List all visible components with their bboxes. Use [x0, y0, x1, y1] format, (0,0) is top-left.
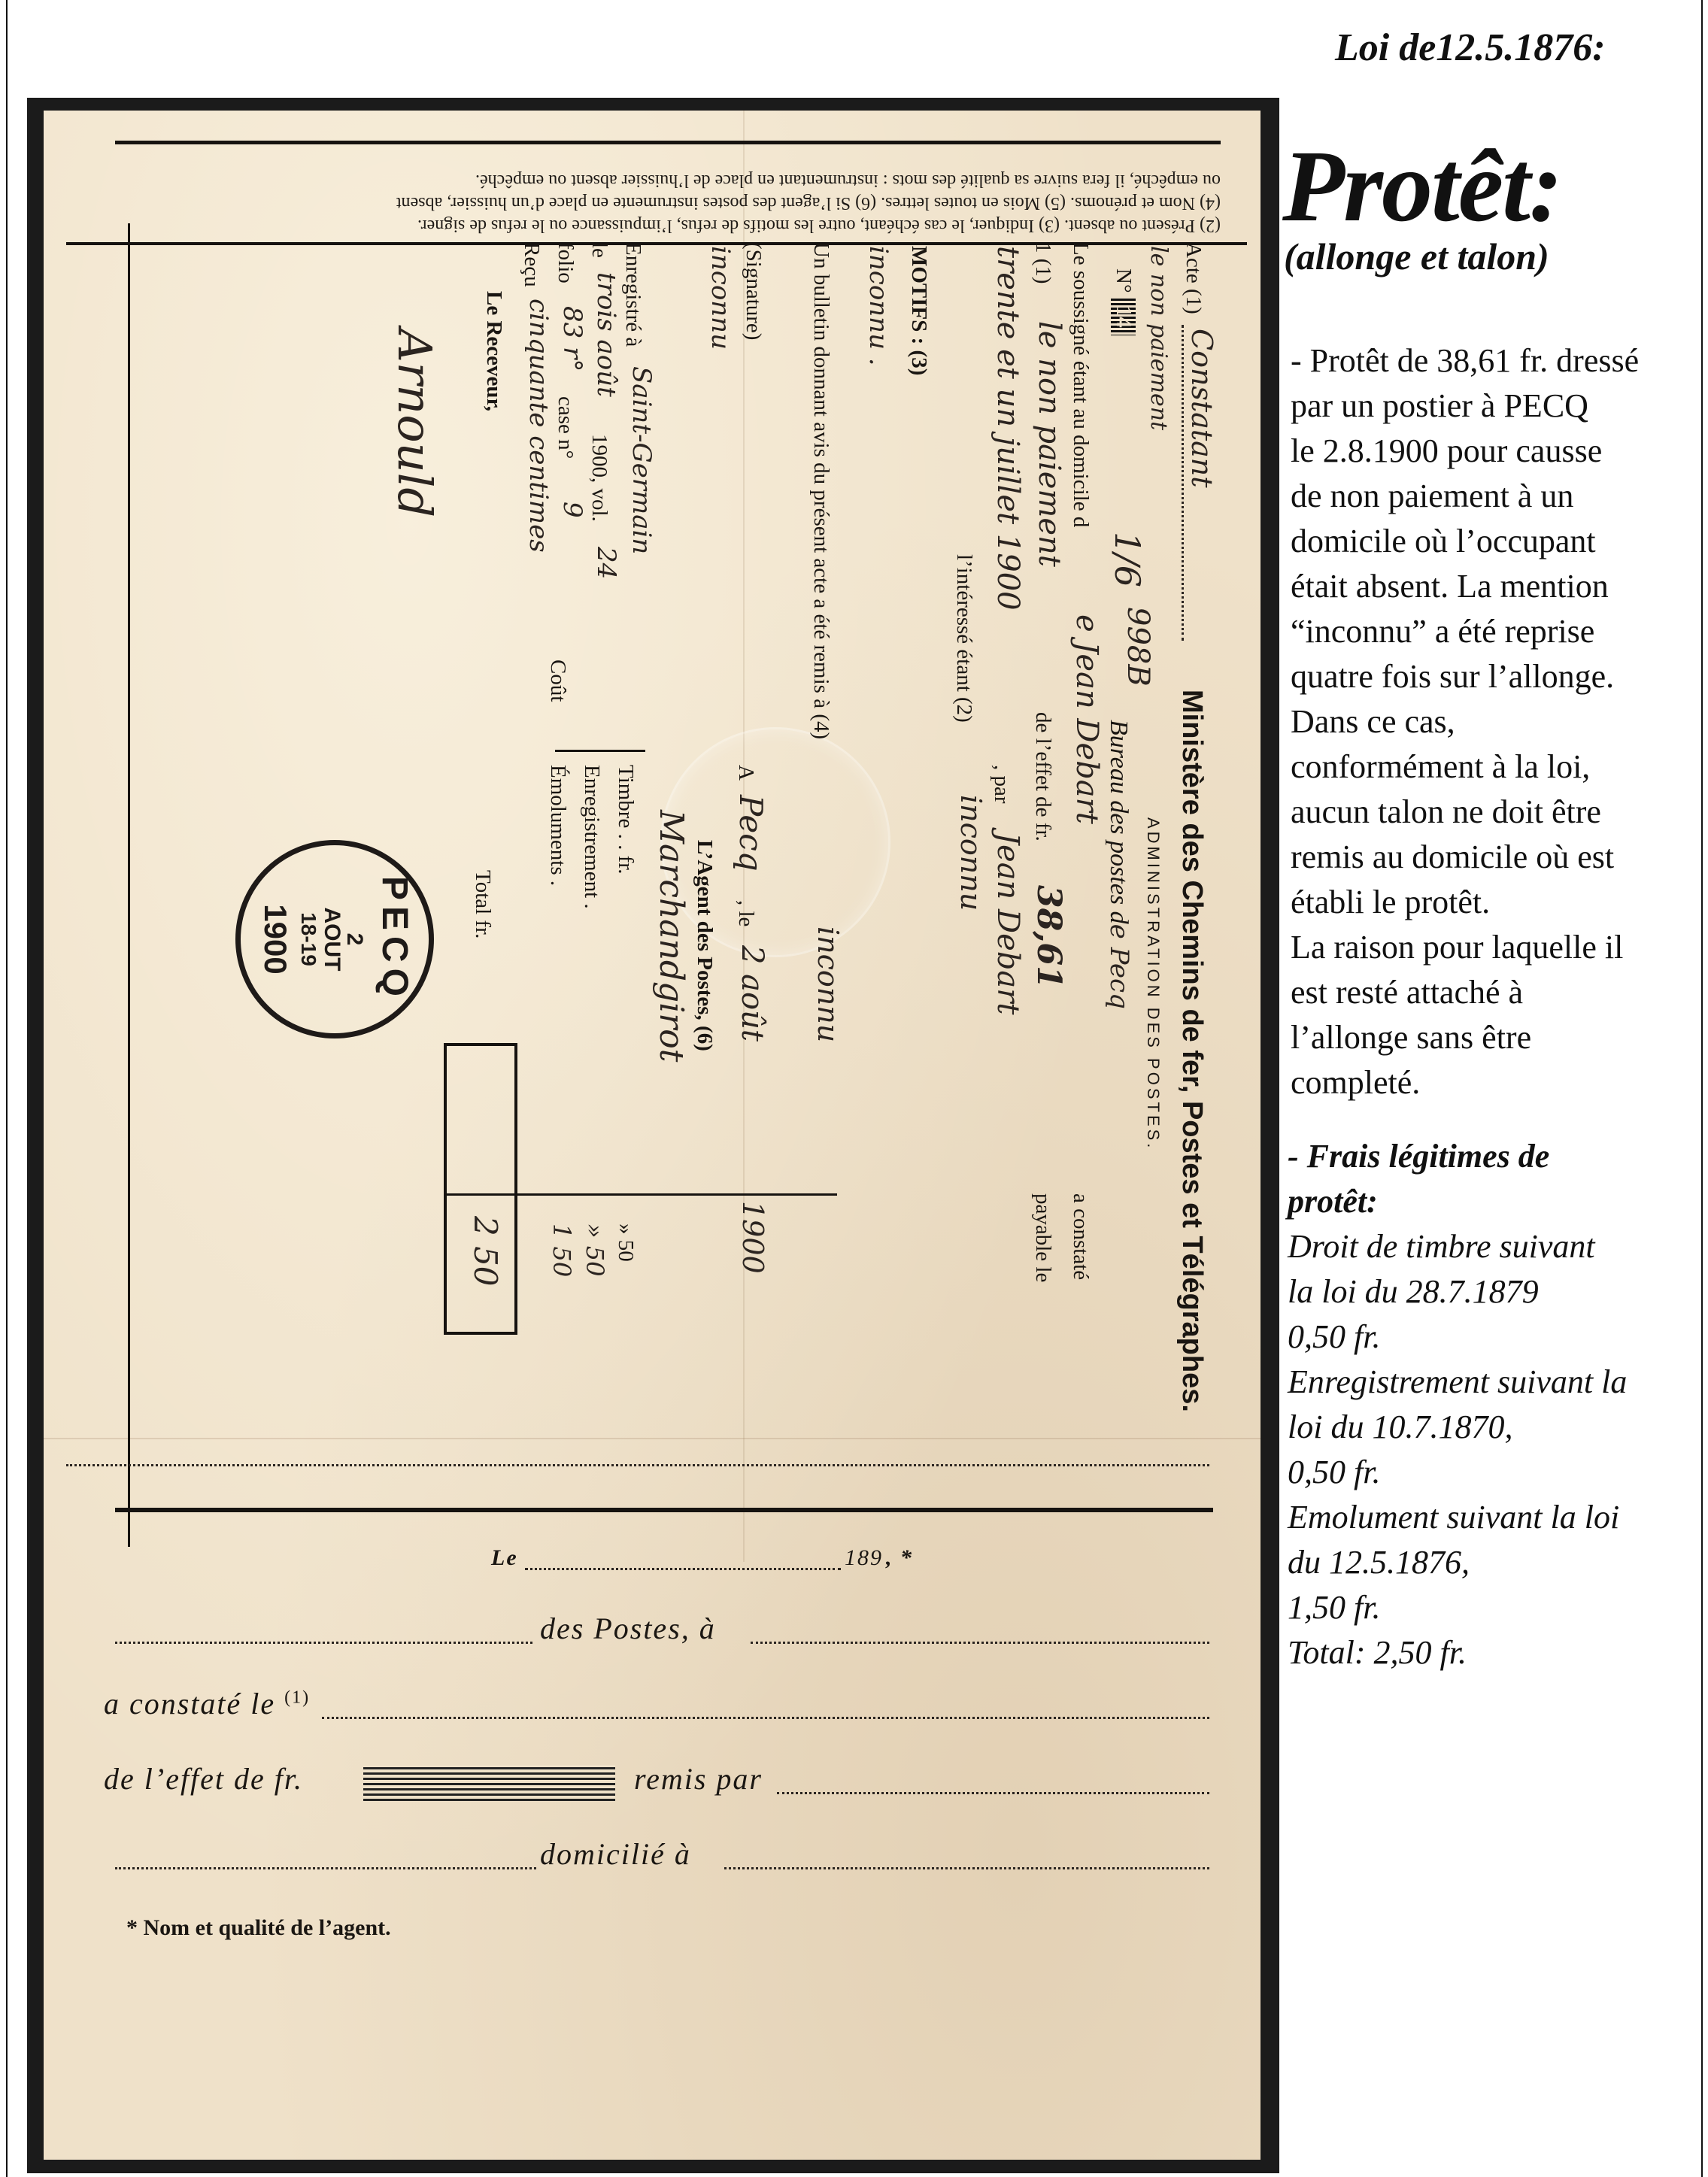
protest-document [44, 111, 1261, 2160]
description-line: établi le protêt. [1291, 884, 1491, 920]
domicile-value: e Jean Debart [1069, 614, 1104, 824]
fees-heading: protêt: [1288, 1183, 1378, 1220]
footnote-line: (4) Nom et prénoms. (5) Mois en toutes lettres. (6) Si l’agent des postes instrumente en place d’un huissier, absent [396, 193, 1221, 213]
fees-line: Total: 2,50 fr. [1288, 1634, 1467, 1671]
total-box [444, 1043, 517, 1335]
fees-line: loi du 10.7.1870, [1288, 1408, 1513, 1445]
description-line: La raison pour laquelle il [1291, 929, 1624, 966]
description-line: remis au domicile où est [1291, 838, 1615, 875]
dotted-rule [322, 1717, 1209, 1719]
volume-value: 24 [591, 547, 621, 580]
emoluments-value: 1 50 [548, 1223, 576, 1278]
total-value: 2 50 [467, 1216, 504, 1287]
motif-value: le non paiement [1032, 321, 1066, 567]
postmark-stamp [235, 840, 434, 1038]
dotted-rule [751, 1642, 1209, 1644]
number-value: 14 [1111, 299, 1136, 335]
effet-label: de l’effet de fr. [1031, 712, 1055, 841]
case-label: case n° [554, 396, 578, 459]
fees-description [1288, 1134, 1697, 1675]
par-value: Jean Debart [991, 832, 1025, 1015]
enregistre-label: Enregistré à [621, 242, 645, 347]
talon-year: 189 [845, 1545, 883, 1570]
interesse-label: l’intéressé étant (2) [952, 554, 976, 723]
talon-effet: de l’effet de fr. [104, 1762, 304, 1796]
acte-value: Constatant [1185, 329, 1218, 488]
talon-constate: a constaté le $^{(1)}$ [104, 1687, 311, 1721]
enregistrement-fee-value: » 50 [581, 1223, 609, 1277]
motifs-value: inconnu . [863, 246, 893, 366]
talon-remis: remis par [634, 1762, 763, 1796]
talon-star: , * [886, 1545, 913, 1570]
fees-heading: - Frais légitimes de [1288, 1138, 1550, 1175]
page-border-right [1701, 0, 1703, 2177]
serial-number: 1/6 [1107, 532, 1148, 588]
fees-line: du 12.5.1876, [1288, 1544, 1470, 1581]
volume-label: 1900, vol. [587, 434, 611, 522]
footnote-line: (2) Présent ou absent. (3) Indiquer, le cas échéant, outre les motifs de refus, l’impuissance ou le refus de signer. [417, 216, 1221, 235]
number-label: N° 14 [1111, 268, 1136, 335]
bulletin-label: Un bulletin donnant avis du présent acte a été remis à (4) [809, 242, 833, 740]
interesse-value: inconnu [954, 795, 987, 911]
form-bottom-rule [128, 223, 130, 1547]
par-label: , par [990, 765, 1014, 804]
bureau-line: Bureau des postes de Pecq [1104, 720, 1134, 1009]
code-number: 998B [1121, 607, 1155, 687]
talon-note: * Nom et qualité de l’agent. [126, 1915, 391, 1940]
motifs-label: MOTIFS : (3) [907, 246, 931, 376]
dotted-rule [724, 1867, 1209, 1869]
emoluments-label: Émoluments . [546, 765, 570, 887]
dotted-rule [115, 1867, 536, 1869]
recu-label: Reçu [520, 242, 544, 287]
description-line: domicile où l’occupant [1291, 523, 1596, 559]
description-line: était absent. La mention [1291, 568, 1609, 605]
description-line: de non paiement à un [1291, 478, 1574, 514]
le2-label: le [587, 242, 611, 258]
description-line: aucun talon ne doit être [1291, 793, 1601, 830]
case-value: 9 [557, 502, 587, 518]
stamp-time: 18-19 [297, 912, 320, 966]
acte-detail: le non paiement [1145, 246, 1172, 431]
description-line: l’allonge sans être [1291, 1019, 1532, 1056]
description-line: quatre fois sur l’allonge. [1291, 658, 1615, 695]
description-line: est resté attaché à [1291, 974, 1524, 1011]
fees-line: 0,50 fr. [1288, 1454, 1381, 1490]
recu-value: cinquante centimes [523, 299, 554, 553]
soussigne-label: Le soussigné étant au domicile d [1069, 242, 1093, 528]
acte-label: Acte (1) [1182, 242, 1206, 314]
footnote-line: ou empêché, il fera suivre sa qualité des mots : instrumentant en place de l’huissier absent ou empêché. [475, 171, 1221, 190]
dotted-rule [115, 1642, 532, 1644]
effet-value: 38,61 [1030, 885, 1068, 989]
law-reference: Loi de12.5.1876: [1335, 26, 1606, 69]
signature-value: inconnu [705, 246, 736, 350]
description [1291, 338, 1697, 1105]
dotted-rule [525, 1568, 841, 1570]
description-line: Dans ce cas, [1291, 703, 1455, 740]
agent-signature: Marchandgirot [652, 810, 690, 1063]
description-line: par un postier à PECQ [1291, 387, 1588, 424]
page-subtitle: (allonge et talon) [1284, 235, 1549, 277]
place-value: Pecq [733, 795, 769, 872]
dotted-rule [777, 1792, 1209, 1794]
page-title: Protêt: [1282, 130, 1562, 243]
description-line: - Protêt de 38,61 fr. dressé [1291, 342, 1640, 379]
fees-line: la loi du 28.7.1879 [1288, 1273, 1539, 1310]
cout-label: Coût [546, 659, 570, 702]
description-line: conformément à la loi, [1291, 748, 1591, 785]
timbre-label: Timbre . . fr. [614, 765, 638, 875]
timbre-value: » 50 [614, 1223, 638, 1262]
enregistre-value: Saint-Germain [626, 366, 657, 555]
fees-line: Enregistrement suivant la [1288, 1363, 1628, 1400]
stamp-year: 1900 [258, 904, 293, 975]
dotted-rule [66, 1464, 1209, 1466]
talon-le: Le [491, 1545, 518, 1570]
dotted-line [1182, 325, 1184, 641]
stamp-month: AOUT [320, 907, 344, 972]
description-line: completé. [1291, 1064, 1421, 1101]
date-value: 2 août [735, 945, 769, 1042]
fees-line: 1,50 fr. [1288, 1589, 1381, 1626]
talon-domicilie: domicilié à [540, 1837, 691, 1871]
line-number: 1 (1) [1031, 242, 1055, 284]
talon-top-rule [115, 1508, 1213, 1512]
stamp-day: 2 [342, 932, 367, 946]
due-date-value: trente et un juillet 1900 [991, 246, 1025, 611]
le2-value: trois août [591, 272, 621, 397]
folio-label: folio [554, 242, 578, 283]
description-line: le 2.8.1900 pour causse [1291, 432, 1603, 469]
bulletin-value: inconnu [812, 926, 845, 1043]
folio-value: 83 r° [557, 306, 587, 372]
top-rule [115, 141, 1221, 144]
bureau-value: e Pecq [1104, 923, 1134, 1009]
a-label: A [734, 765, 758, 781]
fee-divider [555, 750, 645, 752]
talon-postes: des Postes, à [540, 1612, 716, 1645]
signature-label: (Signature) [742, 242, 766, 341]
receveur-label: Le Receveur, [482, 291, 506, 411]
stamp-town: PECQ [375, 875, 414, 1003]
description-line: “inconnu” a été reprise [1291, 613, 1595, 650]
administration-title: ADMINISTRATION DES POSTES. [1144, 817, 1163, 1151]
ministry-title: Ministère des Chemins de fer, Postes et Télégraphes. [1176, 690, 1208, 1412]
a-constate: a constaté [1069, 1193, 1093, 1281]
le-label: , le [734, 900, 758, 927]
year-value: 1900 [736, 1201, 769, 1274]
total-label: Total fr. [471, 870, 495, 939]
fees-line: Droit de timbre suivant [1288, 1228, 1595, 1265]
enregistrement-fee-label: Enregistrement . [580, 765, 604, 909]
agent-label: L’Agent des Postes, (6) [693, 840, 717, 1051]
fees-line: 0,50 fr. [1288, 1318, 1381, 1355]
page-border-left [6, 0, 8, 2177]
receveur-signature: Arnould [387, 329, 442, 518]
amount-hatch-box [363, 1765, 615, 1801]
payable-label: payable le [1031, 1193, 1055, 1283]
fees-line: Emolument suivant la loi [1288, 1499, 1620, 1536]
